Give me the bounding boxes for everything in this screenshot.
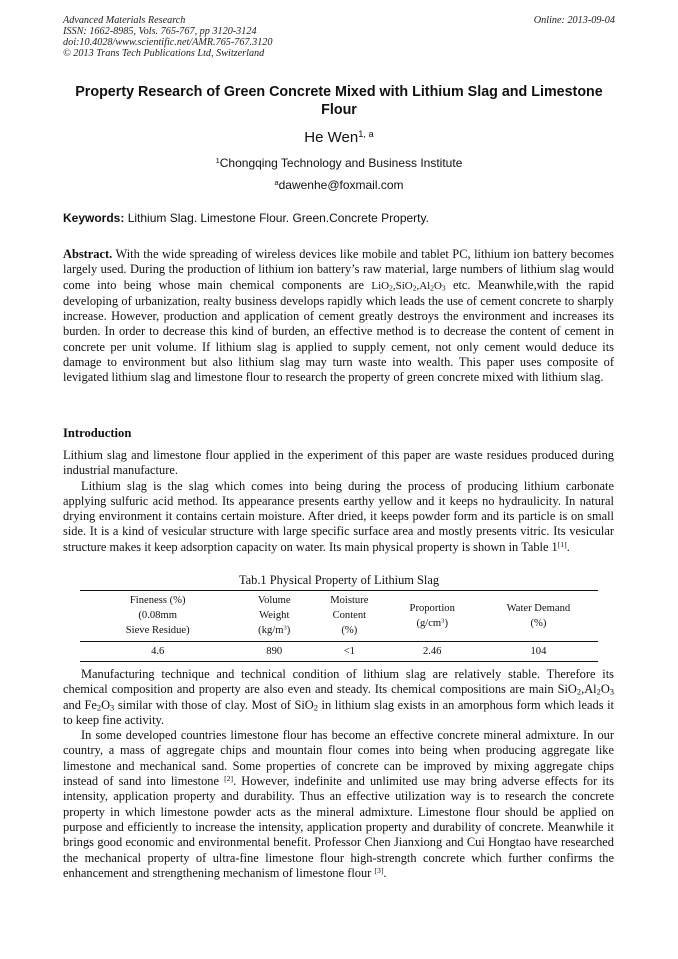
- chem-c-sub1: 2: [430, 283, 434, 293]
- author-sup: 1, a: [358, 128, 374, 139]
- chem-a-sub: 2: [389, 283, 393, 293]
- intro-p2-end: .: [566, 539, 570, 554]
- chem-a: LiO: [371, 279, 390, 292]
- keywords-text: Lithium Slag. Limestone Flour. Green.Concrete Property.: [127, 211, 429, 225]
- p3-a-sub: 2: [576, 686, 582, 697]
- affiliation-sup: 1: [215, 155, 220, 165]
- col-moisture-l2: Content: [332, 610, 367, 621]
- author-email: [0, 178, 678, 192]
- cell-proportion: 2.46: [386, 642, 479, 662]
- keywords-label: Keywords:: [63, 211, 125, 225]
- chem-b-sub: 2: [412, 283, 417, 293]
- section-heading-introduction: Introduction: [63, 426, 132, 440]
- paragraph-composition: [63, 667, 614, 728]
- citation-2[interactable]: [2]: [224, 773, 234, 783]
- chem-b: ,SiO: [392, 279, 413, 292]
- intro-paragraph-2: [63, 479, 614, 555]
- cell-moisture: <1: [313, 642, 386, 662]
- citation-3[interactable]: [3]: [374, 865, 384, 875]
- col-volume-weight: [235, 591, 313, 642]
- col-volume-l3: [235, 623, 313, 638]
- affiliation: [0, 156, 678, 170]
- p3-b-sub2: 3: [609, 686, 614, 697]
- table-header-row: [80, 591, 598, 642]
- email-text[interactable]: dawenhe@foxmail.com: [278, 178, 404, 192]
- introduction-body: [63, 448, 614, 555]
- cell-fineness: 4.6: [80, 642, 235, 662]
- abstract-chem: [371, 280, 445, 292]
- table-row: [80, 642, 598, 662]
- citation-1[interactable]: [1]: [557, 539, 567, 549]
- p3-c: and Fe: [63, 697, 97, 712]
- keywords: [63, 211, 623, 225]
- col-water-demand: [479, 591, 598, 642]
- body-continued: [63, 667, 614, 881]
- col-fineness-l1: Fineness (%): [129, 595, 186, 606]
- journal-header: [63, 15, 272, 59]
- paragraph-limestone: [63, 728, 614, 881]
- p4-b: . However, indefinite and unlimited use may bring adverse effects for its intensity, application property and durability. Thus an effective utilization way is to research the concrete property in which limestone powder acts as the mineral admixture. Limestone flour should be applied on purpose and efficiently to increase the intensity, application property and durability of concrete. Meanwhile it brings good economic and environmental benefit. Professor Chen Jianxiong and Cui Hongtao have researched the mechanical property of ultra-fine limestone flour high-strength concrete which further confirms the enhancement and strengthening mechanism of limestone flour: [63, 774, 615, 880]
- chem-c: ,Al: [416, 279, 431, 292]
- p3-c-sub2: 3: [110, 702, 115, 713]
- col-water-l2: (%): [530, 617, 547, 629]
- col-proportion: [386, 591, 479, 642]
- abstract-text-1: With the wide spreading of wireless devices like mobile and tablet PC, lithium ion battery becomes largely used. During the production of lithium ion battery’s raw material, large numbers of lithium slag would come into being whose main chemical components are: [63, 247, 614, 292]
- table-caption: Tab.1 Physical Property of Lithium Slag: [238, 573, 440, 587]
- col-volume-l1: Volume: [257, 595, 291, 606]
- chem-c-sub2: 3: [441, 283, 446, 293]
- col-proportion-l1: Proportion: [409, 602, 455, 614]
- p3-c-mid: O: [101, 697, 111, 712]
- paper-title: Property Research of Green Concrete Mixed with Lithium Slag and Limestone Flour: [75, 84, 603, 118]
- p3-b: ,Al: [581, 682, 597, 697]
- col-water-l1: Water Demand: [506, 602, 571, 614]
- col-volume-l2: Weight: [259, 610, 290, 621]
- online-date: Online: 2013-09-04: [533, 15, 615, 26]
- col-volume-unit-sup: 3: [283, 624, 287, 632]
- p3-d-sub: 2: [313, 702, 318, 713]
- col-moisture-l1: Moisture: [330, 595, 369, 606]
- abstract-chem-end: etc.: [452, 277, 471, 292]
- email-sup: a: [274, 177, 279, 187]
- chem-c-mid: O: [433, 279, 442, 292]
- p3-c-sub1: 2: [96, 702, 102, 713]
- col-fineness-l2: (0.08mm: [138, 610, 177, 621]
- col-moisture: [313, 591, 386, 642]
- p3-a: Manufacturing technique and technical condition of lithium slag are relatively stable. Therefore its chemical composition and property are also even and steady. Its chemical compositions are main SiO: [63, 667, 614, 697]
- col-volume-unit: (kg/m: [258, 625, 284, 636]
- col-proportion-l2: [386, 616, 479, 631]
- abstract-label: Abstract.: [63, 247, 113, 261]
- abstract: [63, 247, 614, 386]
- p3-b-mid: O: [600, 682, 610, 697]
- author-line: [0, 129, 678, 147]
- cell-water-demand: 104: [479, 642, 598, 662]
- cell-volume-weight: 890: [235, 642, 313, 662]
- intro-paragraph-1: Lithium slag and limestone flour applied in the experiment of this paper are waste residues produced during industrial manufacture.: [63, 448, 614, 478]
- p3-e: in lithium slag exists in an amorphous form which leads it to keep fine activity.: [63, 697, 614, 727]
- author-name: He Wen: [304, 129, 359, 146]
- col-moisture-l3: (%): [341, 625, 358, 636]
- doi-line[interactable]: doi:10.4028/www.scientific.net/AMR.765-767.3120: [63, 37, 273, 48]
- physical-property-table: [80, 590, 598, 662]
- p3-b-sub1: 2: [596, 686, 601, 697]
- copyright-line: © 2013 Trans Tech Publications Ltd, Switzerland: [63, 48, 265, 59]
- intro-p2-text: Lithium slag is the slag which comes into being during the process of producing lithium carbonate applying sulfuric acid method. Its appearance presents earthy yellow and it keeps no hydraulicity. In natural drying environment it contains certain moisture. After dried, it keeps powder form and its particle is on small side. It is a kind of vesicular structure with large specific surface area and mostly presents vitric. Its vesicular structure makes it keep adsorption capacity on water. Its main physical property is shown in Table 1: [63, 478, 614, 554]
- col-fineness-l3: Sieve Residue): [125, 625, 190, 636]
- abstract-paragraph: [63, 247, 614, 386]
- issn-line: ISSN: 1662-8985, Vols. 765-767, pp 3120-3124: [63, 26, 257, 37]
- col-fineness: [80, 591, 235, 642]
- col-proportion-unit-close: ): [444, 617, 448, 629]
- p4-c: .: [383, 865, 387, 880]
- col-proportion-unit: (g/cm: [416, 617, 442, 629]
- affiliation-text: Chongqing Technology and Business Institute: [219, 156, 463, 170]
- col-volume-unit-close: ): [286, 625, 291, 636]
- p3-d: similar with those of clay. Most of SiO: [114, 697, 314, 712]
- journal-name: Advanced Materials Research: [63, 15, 186, 26]
- abstract-text-2: Meanwhile,with the rapid developing of urbanization, realty business develops rapidly which leads the use of cement concrete to sharply increase. However, production and application of cement greatly destroys the environment and increases its burden. In order to decrease this kind of burden, an effective method is to decrease the content of cement in concrete per unit volume. If lithium slag is applied to supply cement, not only cement would deduce its damage to environment but also lithium slag may turn waste into wealth. This paper uses composite of levigated lithium slag and limestone flour to research the property of green concrete mixed with lithium slag.: [63, 277, 614, 385]
- col-proportion-unit-sup: 3: [441, 616, 445, 624]
- p4-a: In some developed countries limestone flour has become an effective concrete mineral admixture. In our country, a mass of aggregate chips and mountain flour comes into being when producing aggregate like limestone and mechanical sand. Some properties of concrete can be improved by mixing aggregate chips instead of sand into limestone: [63, 728, 614, 789]
